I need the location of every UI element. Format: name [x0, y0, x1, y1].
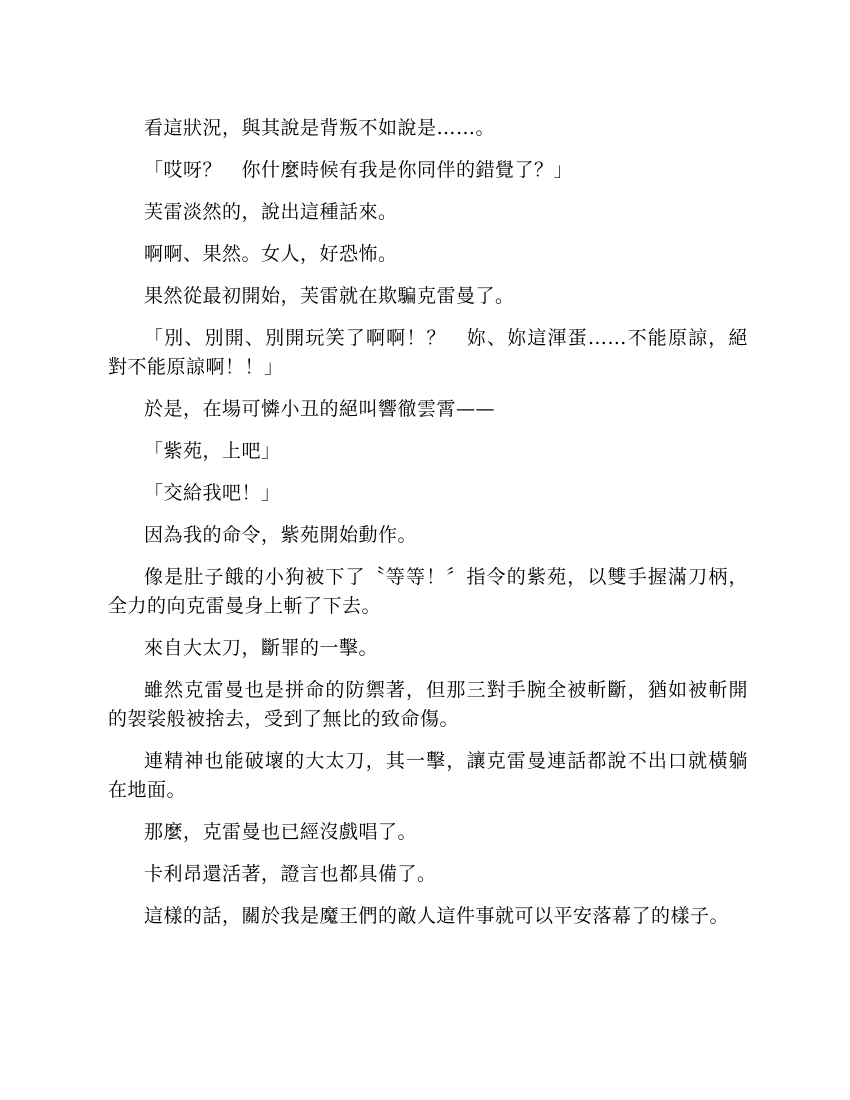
paragraph: 「別、別開、別開玩笑了啊啊！？ 妳、妳這渾蛋……不能原諒，絕對不能原諒啊！！」 — [108, 327, 748, 378]
paragraph: 那麼，克雷曼也已經沒戲唱了。 — [144, 821, 418, 843]
paragraph: 「哎呀？ 你什麼時候有我是你同伴的錯覺了？」 — [144, 159, 574, 181]
paragraph: 芙雷淡然的，說出這種話來。 — [144, 201, 398, 223]
paragraph: 來自大太刀，斷罪的一擊。 — [144, 637, 379, 659]
paragraph: 「交給我吧！」 — [144, 482, 281, 504]
paragraph: 果然從最初開始，芙雷就在欺騙克雷曼了。 — [144, 285, 515, 307]
paragraph: 這樣的話，關於我是魔王們的敵人這件事就可以平安落幕了的樣子。 — [144, 905, 730, 927]
paragraph: 啊啊、果然。女人，好恐怖。 — [144, 243, 398, 265]
paragraph: 於是，在場可憐小丑的絕叫響徹雲霄—— — [144, 398, 496, 420]
paragraph: 像是肚子餓的小狗被下了〝等等！〞指令的紫苑，以雙手握滿刀柄，全力的向克雷曼身上斬了下去。 — [108, 566, 748, 617]
paragraph: 雖然克雷曼也是拼命的防禦著，但那三對手腕全被斬斷，猶如被斬開的袈裟般被捨去，受到了無比的致命傷。 — [108, 679, 748, 730]
paragraph: 連精神也能破壞的大太刀，其一擊，讓克雷曼連話都說不出口就橫躺在地面。 — [108, 750, 748, 801]
body-text — [108, 114, 748, 944]
paragraph: 卡利昂還活著，證言也都具備了。 — [144, 863, 437, 885]
paragraph: 因為我的命令，紫苑開始動作。 — [144, 524, 418, 546]
paragraph: 看這狀況，與其說是背叛不如說是……。 — [144, 117, 496, 139]
paragraph: 「紫苑，上吧」 — [144, 440, 281, 462]
